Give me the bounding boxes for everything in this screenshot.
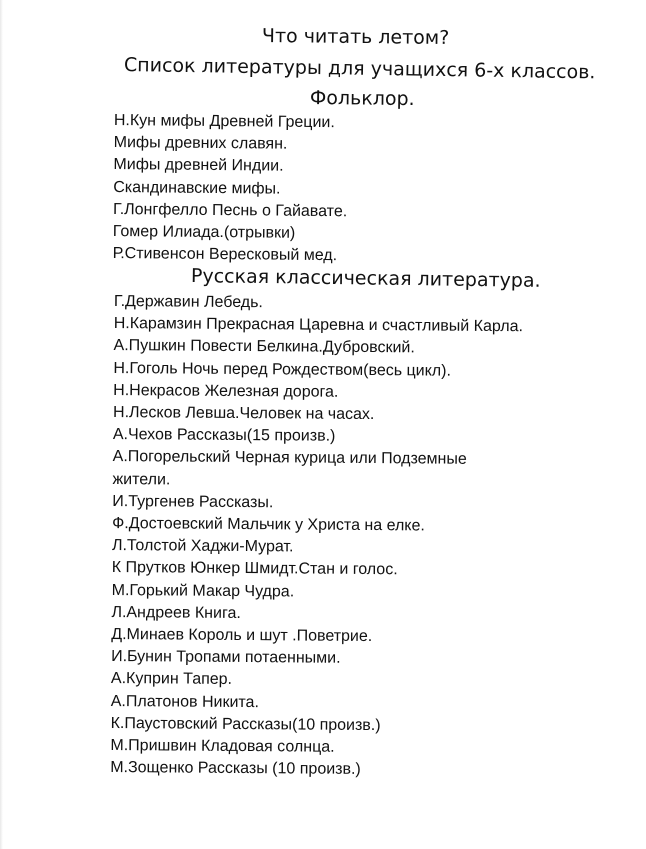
list-item: И.Бунин Тропами потаенными. <box>111 648 341 668</box>
list-item: Н.Некрасов Железная дорога. <box>113 381 339 401</box>
list-item: И.Тургенев Рассказы. <box>112 492 274 512</box>
list-item: Л.Толстой Хаджи-Мурат. <box>111 537 294 556</box>
list-item: Мифы древних славян. <box>113 134 288 153</box>
list-item: М.Горький Макар Чудра. <box>111 581 295 601</box>
section-heading-russian-classics: Русская классическая литература. <box>190 265 541 292</box>
folklore-reading-list <box>113 110 349 268</box>
list-item: М.Пришвин Кладовая солнца. <box>110 737 335 756</box>
list-item: Г.Державин Лебедь. <box>113 292 263 312</box>
list-item: Н.Гоголь Ночь перед Рождеством(весь цикл). <box>113 359 451 380</box>
list-item: А.Чехов Рассказы(15 произв.) <box>112 426 336 445</box>
list-item-continuation: жители. <box>112 470 171 489</box>
list-item: Мифы древней Индии. <box>113 156 284 176</box>
list-item: Ф.Достоевский Мальчик у Христа на елке. <box>112 515 425 535</box>
list-item: Н.Лесков Левша.Человек на часах. <box>112 404 375 424</box>
list-item: А.Погорельский Черная курица или Подземные <box>112 448 467 469</box>
list-item: Л.Андреев Книга. <box>111 603 241 622</box>
russian-classics-reading-list <box>110 291 523 783</box>
section-heading-folklore: Фольклор. <box>309 87 415 111</box>
list-item: А.Платонов Никита. <box>110 692 259 711</box>
list-item: Г.Лонгфелло Песнь о Гайавате. <box>112 200 348 221</box>
list-item: Н.Кун мифы Древней Греции. <box>113 111 335 132</box>
scan-edge-shadow <box>0 0 3 849</box>
list-item: Гомер Илиада.(отрывки) <box>112 223 296 242</box>
list-item: А.Пушкин Повести Белкина.Дубровский. <box>113 337 415 357</box>
list-item: Р.Стивенсон Вересковый мед. <box>112 245 338 265</box>
list-item: Д.Минаев Король и шут .Поветрие. <box>111 626 373 646</box>
list-item: Скандинавские мифы. <box>113 178 281 198</box>
list-item: К.Паустовский Рассказы(10 произв.) <box>110 714 381 734</box>
list-item: М.Зощенко Рассказы (10 произв.) <box>110 759 361 779</box>
list-item: А.Куприн Тапер. <box>110 670 233 689</box>
list-item: К Прутков Юнкер Шмидт.Стан и голос. <box>111 559 398 579</box>
page-subtitle: Список литературы для учащихся 6-х классов. <box>123 54 596 84</box>
list-item: Н.Карамзин Прекрасная Царевна и счастливый Карла. <box>113 315 524 336</box>
page-title: Что читать летом? <box>261 25 450 49</box>
